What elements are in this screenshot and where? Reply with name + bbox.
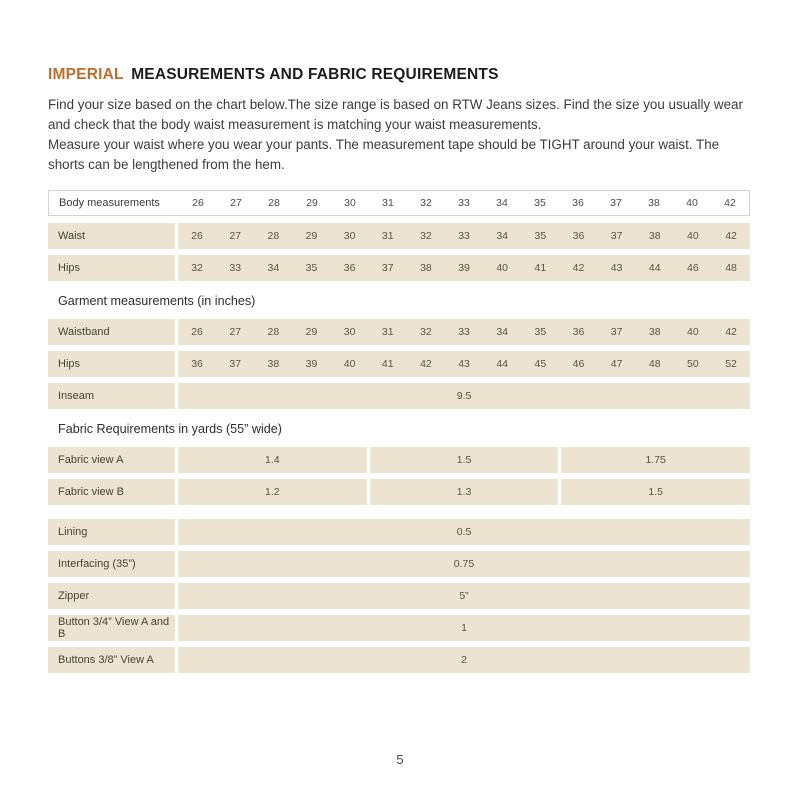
table-cell: 46 — [674, 255, 712, 281]
table-cell: 40 — [331, 351, 369, 377]
table-cell: 38 — [254, 351, 292, 377]
zipper-value: 5” — [178, 583, 750, 609]
table-cell: 40 — [674, 319, 712, 345]
table-cell: 26 — [178, 319, 216, 345]
table-cell: 32 — [178, 255, 216, 281]
table-cell: 34 — [483, 319, 521, 345]
table-cell: 28 — [254, 319, 292, 345]
table-cell: 30 — [331, 223, 369, 249]
table-cell: 34 — [496, 197, 508, 210]
table-cell: 30 — [344, 197, 356, 210]
table-cell: 31 — [369, 319, 407, 345]
button-large-row — [48, 615, 750, 641]
row-label: Inseam — [48, 383, 175, 409]
row-label: Interfacing (35”) — [48, 551, 175, 577]
table-cell: 36 — [178, 351, 216, 377]
row-label: Body measurements — [59, 197, 160, 210]
table-cell: 1.5 — [370, 447, 559, 473]
table-cell: 36 — [572, 197, 584, 210]
table-cell: 37 — [598, 223, 636, 249]
table-cell: 1.75 — [561, 447, 750, 473]
garment-section-title: Garment measurements (in inches) — [58, 294, 256, 309]
table-cell: 35 — [521, 223, 559, 249]
title-highlight: IMPERIAL — [48, 66, 124, 83]
table-cell: 1.2 — [178, 479, 367, 505]
lining-value: 0.5 — [178, 519, 750, 545]
table-cell: 42 — [712, 223, 750, 249]
table-cell: 52 — [712, 351, 750, 377]
interfacing-value: 0.75 — [178, 551, 750, 577]
size-header-cells — [179, 191, 749, 215]
fabric-section-title: Fabric Requirements in yards (55” wide) — [58, 422, 282, 437]
row-label: Zipper — [48, 583, 175, 609]
table-cell: 47 — [598, 351, 636, 377]
inseam-value: 9.5 — [178, 383, 750, 409]
table-cell: 26 — [178, 223, 216, 249]
table-cell: 29 — [292, 223, 330, 249]
table-cell: 29 — [292, 319, 330, 345]
garment-hips-row — [48, 351, 750, 377]
table-cell: 34 — [483, 223, 521, 249]
fabric-view-a-row — [48, 447, 750, 473]
row-label: Waist — [48, 223, 175, 249]
row-label: Hips — [48, 255, 175, 281]
body-measurements-header-row — [48, 190, 750, 216]
table-cell: 43 — [445, 351, 483, 377]
table-cell: 33 — [216, 255, 254, 281]
table-cell: 37 — [610, 197, 622, 210]
table-cell: 35 — [534, 197, 546, 210]
waistband-row — [48, 319, 750, 345]
hips-row — [48, 255, 750, 281]
table-cell: 32 — [407, 319, 445, 345]
table-cell: 40 — [483, 255, 521, 281]
waist-row — [48, 223, 750, 249]
table-cell: 36 — [559, 319, 597, 345]
intro-paragraph-2: Measure your waist where you wear your pants. The measurement tape should be TIGHT around your waist. The shorts can be lengthened from the hem. — [48, 137, 720, 173]
button-small-row — [48, 647, 750, 673]
table-cell: 44 — [636, 255, 674, 281]
table-cell: 48 — [636, 351, 674, 377]
table-cell: 42 — [712, 319, 750, 345]
table-cell: 37 — [598, 319, 636, 345]
fabric-view-a-cells — [178, 447, 750, 473]
table-cell: 42 — [407, 351, 445, 377]
row-label: Lining — [48, 519, 175, 545]
table-cell: 33 — [445, 223, 483, 249]
button-large-value: 1 — [178, 615, 750, 641]
table-cell: 50 — [674, 351, 712, 377]
table-cell: 29 — [306, 197, 318, 210]
table-cell: 33 — [458, 197, 470, 210]
table-cell: 1.3 — [370, 479, 559, 505]
title-rest: MEASUREMENTS AND FABRIC REQUIREMENTS — [131, 66, 499, 83]
table-cell: 33 — [445, 319, 483, 345]
hips-cells — [178, 255, 750, 281]
table-cell: 38 — [648, 197, 660, 210]
table-cell: 39 — [445, 255, 483, 281]
table-cell: 42 — [724, 197, 736, 210]
table-cell: 27 — [216, 223, 254, 249]
table-cell: 38 — [636, 223, 674, 249]
table-cell: 1.4 — [178, 447, 367, 473]
button-small-value: 2 — [178, 647, 750, 673]
table-cell: 36 — [559, 223, 597, 249]
lining-row — [48, 519, 750, 545]
table-cell: 1.5 — [561, 479, 750, 505]
table-cell: 39 — [292, 351, 330, 377]
fabric-view-b-cells — [178, 479, 750, 505]
page-number: 5 — [396, 752, 404, 767]
table-cell: 38 — [636, 319, 674, 345]
table-cell: 41 — [521, 255, 559, 281]
table-cell: 40 — [674, 223, 712, 249]
table-cell: 48 — [712, 255, 750, 281]
intro-paragraph-1: Find your size based on the chart below.The size range is based on RTW Jeans sizes. Find the size you usually wear and check that the body waist measurement is matching your waist measurements. — [48, 97, 743, 133]
fabric-view-b-row — [48, 479, 750, 505]
table-cell: 35 — [292, 255, 330, 281]
table-cell: 28 — [268, 197, 280, 210]
table-cell: 40 — [686, 197, 698, 210]
zipper-row — [48, 583, 750, 609]
row-label: Buttons 3/8” View A — [48, 647, 175, 673]
waist-cells — [178, 223, 750, 249]
row-label: Button 3/4” View A and B — [48, 615, 175, 641]
table-cell: 28 — [254, 223, 292, 249]
measurement-tables — [48, 190, 750, 673]
garment-hips-cells — [178, 351, 750, 377]
table-cell: 26 — [192, 197, 204, 210]
table-cell: 38 — [407, 255, 445, 281]
page-title — [48, 66, 750, 84]
table-cell: 44 — [483, 351, 521, 377]
table-cell: 41 — [369, 351, 407, 377]
table-cell: 30 — [331, 319, 369, 345]
table-cell: 46 — [559, 351, 597, 377]
table-cell: 31 — [369, 223, 407, 249]
table-cell: 32 — [420, 197, 432, 210]
table-cell: 37 — [369, 255, 407, 281]
row-label: Fabric view B — [48, 479, 175, 505]
table-cell: 42 — [559, 255, 597, 281]
inseam-row — [48, 383, 750, 409]
row-label: Hips — [48, 351, 175, 377]
row-label: Waistband — [48, 319, 175, 345]
table-cell: 27 — [230, 197, 242, 210]
waistband-cells — [178, 319, 750, 345]
table-cell: 27 — [216, 319, 254, 345]
table-cell: 31 — [382, 197, 394, 210]
table-cell: 35 — [521, 319, 559, 345]
table-cell: 43 — [598, 255, 636, 281]
table-cell: 34 — [254, 255, 292, 281]
row-label: Fabric view A — [48, 447, 175, 473]
table-cell: 36 — [331, 255, 369, 281]
interfacing-row — [48, 551, 750, 577]
table-cell: 45 — [521, 351, 559, 377]
table-cell: 32 — [407, 223, 445, 249]
table-cell: 37 — [216, 351, 254, 377]
